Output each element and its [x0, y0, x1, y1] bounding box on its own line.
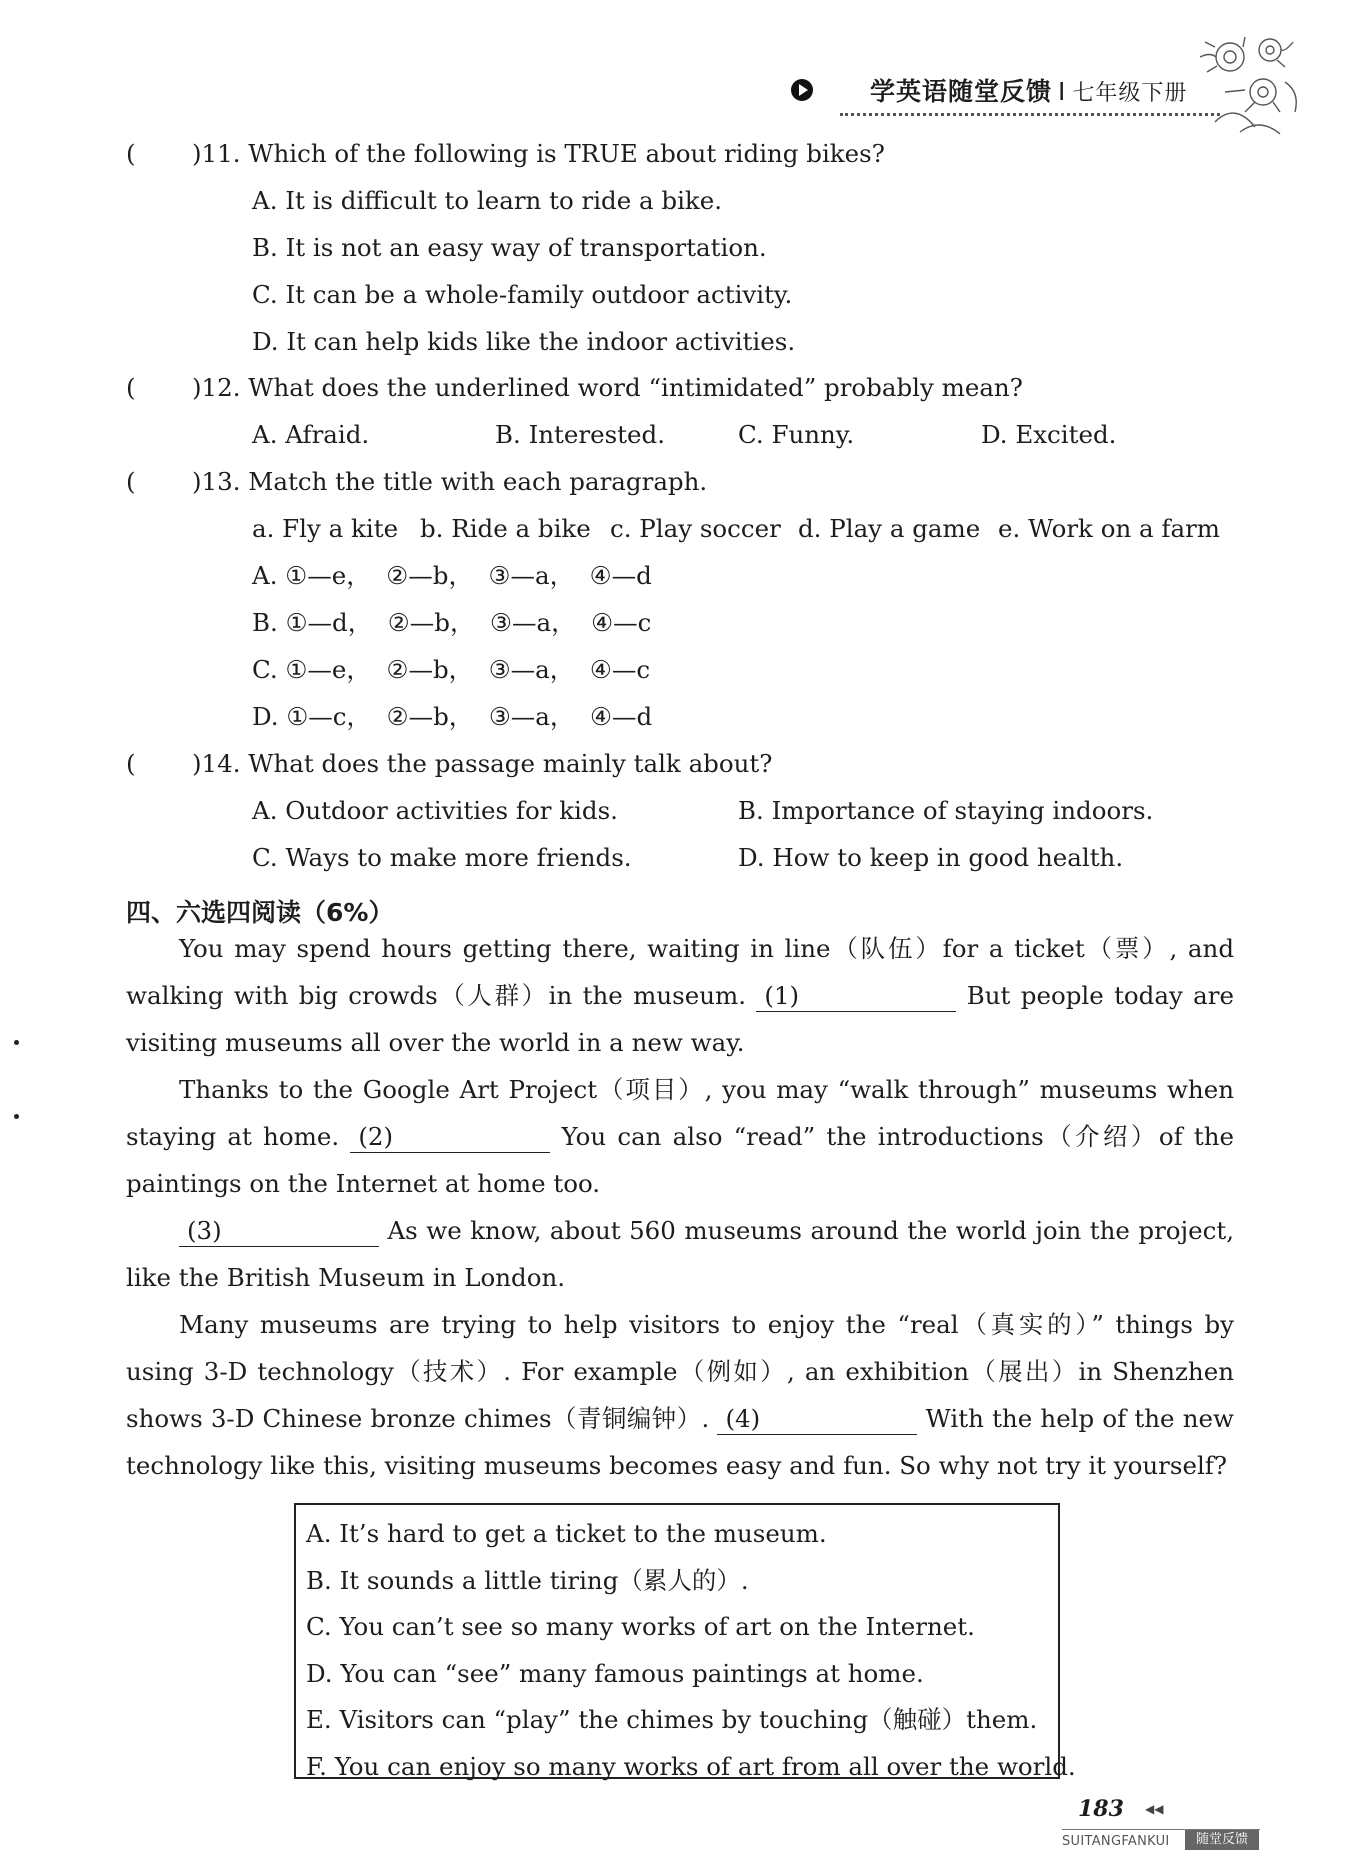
paragraph-text: With the help of the new technology like this, visiting museums becomes easy and fun. So why not try it yourself? — [126, 1404, 1234, 1480]
book-title — [870, 72, 1187, 108]
question-text: )11. Which of the following is TRUE about riding bikes? — [192, 139, 885, 168]
q11-option-a: A. It is difficult to learn to ride a bike. — [252, 186, 723, 215]
question-11 — [126, 139, 885, 168]
q12-option-d: D. Excited. — [981, 420, 1117, 449]
choice-f: F. You can enjoy so many works of art from all over the world. — [306, 1751, 1076, 1781]
question-text: )14. What does the passage mainly talk about? — [192, 749, 773, 778]
q13-title-d: d. Play a game — [798, 514, 981, 543]
answer-bracket: ( — [126, 749, 136, 778]
q13-title-b: b. Ride a bike — [420, 514, 591, 543]
series-name-en: SUITANGFANKUI — [1062, 1834, 1170, 1849]
question-14 — [126, 749, 773, 778]
q13-title-c: c. Play soccer — [610, 514, 781, 543]
paragraph-2 — [126, 1066, 1234, 1207]
paragraph-4 — [126, 1301, 1234, 1489]
q14-option-d: D. How to keep in good health. — [738, 843, 1124, 872]
answer-bracket: ( — [126, 139, 136, 168]
paragraph-3 — [126, 1207, 1234, 1301]
blank-number: (3) — [187, 1216, 222, 1245]
choice-c: C. You can’t see so many works of art on the Internet. — [306, 1612, 975, 1641]
play-icon — [790, 78, 814, 102]
choice-d: D. You can “see” many famous paintings at home. — [306, 1658, 924, 1688]
choice-e: E. Visitors can “play” the chimes by touching（触碰）them. — [306, 1705, 1038, 1734]
paragraph-text: Many museums are trying to help visitors to enjoy the “real（真实的）” things by using 3-D technology（技术）. For example（例如）, an exhibition（展出）in Shenzhen shows 3-D Chinese bronze chimes（青铜编钟）. — [126, 1310, 1234, 1433]
answer-blank-1[interactable] — [756, 981, 956, 1012]
q11-option-d: D. It can help kids like the indoor activities. — [252, 327, 796, 356]
q12-option-a: A. Afraid. — [252, 420, 370, 449]
paragraph-text: But people today are visiting museums all over the world in a new way. — [126, 981, 1235, 1057]
blank-number: (4) — [725, 1404, 761, 1433]
answer-choices-box — [294, 1503, 1076, 1781]
q12-option-b: B. Interested. — [495, 420, 665, 449]
q13-option-d: D. ①—c， ②—b， ③—a， ④—d — [252, 702, 653, 731]
margin-mark — [14, 1114, 19, 1119]
q11-option-c: C. It can be a whole-family outdoor activity. — [252, 280, 793, 309]
paragraph-text: You may spend hours getting there, waiting in line（队伍）for a ticket（票）, and walking with big crowds（人群）in the museum. — [126, 934, 1234, 1010]
question-13 — [126, 467, 708, 496]
q13-option-a: A. ①—e， ②—b， ③—a， ④—d — [252, 561, 652, 590]
question-12 — [126, 373, 1023, 402]
q14-option-b: B. Importance of staying indoors. — [738, 796, 1154, 825]
series-badge: 随堂反馈 — [1185, 1830, 1259, 1850]
title-separator: I — [1058, 77, 1067, 106]
page-number: 183 — [1078, 1796, 1124, 1822]
choice-a: A. It’s hard to get a ticket to the museum. — [306, 1519, 827, 1548]
grade-label: 七年级下册 — [1072, 81, 1188, 106]
answer-bracket: ( — [126, 467, 136, 496]
blank-number: (1) — [764, 981, 800, 1010]
paragraph-text: As we know, about 560 museums around the world join the project, like the British Museum in London. — [126, 1216, 1234, 1292]
flower-ornament-icon — [1185, 22, 1315, 152]
q13-option-c: C. ①—e， ②—b， ③—a， ④—c — [252, 655, 651, 684]
header-dotted-rule — [840, 113, 1220, 116]
question-text: )13. Match the title with each paragraph. — [192, 467, 708, 496]
answer-blank-3[interactable] — [179, 1216, 379, 1247]
brand-name: 学英语随堂反馈 — [870, 77, 1053, 106]
blank-number: (2) — [358, 1122, 394, 1151]
q11-option-b: B. It is not an easy way of transportation. — [252, 233, 767, 262]
q14-option-a: A. Outdoor activities for kids. — [252, 796, 618, 825]
paragraph-1 — [126, 925, 1234, 1066]
choice-b: B. It sounds a little tiring（累人的）. — [306, 1565, 749, 1595]
double-arrow-icon: ◀◀ — [1145, 1802, 1164, 1816]
answer-blank-4[interactable] — [717, 1404, 917, 1435]
q13-title-a: a. Fly a kite — [252, 514, 399, 543]
question-text: )12. What does the underlined word “intimidated” probably mean? — [192, 373, 1023, 402]
paragraph-text: You can also “read” the introductions（介绍）of the paintings on the Internet at home too. — [126, 1122, 1234, 1198]
margin-mark — [14, 1040, 19, 1045]
q14-option-c: C. Ways to make more friends. — [252, 843, 632, 872]
q13-title-e: e. Work on a farm — [998, 514, 1221, 543]
page-header — [790, 70, 1220, 120]
section-heading: 四、六选四阅读（6%） — [126, 898, 394, 927]
q13-option-b: B. ①—d， ②—b， ③—a， ④—c — [252, 608, 652, 637]
paragraph-text: Thanks to the Google Art Project（项目）, you may “walk through” museums when staying at home. — [126, 1075, 1234, 1151]
answer-bracket: ( — [126, 373, 136, 402]
q12-option-c: C. Funny. — [738, 420, 855, 449]
answer-blank-2[interactable] — [350, 1122, 550, 1153]
reading-passage — [126, 925, 1234, 1489]
